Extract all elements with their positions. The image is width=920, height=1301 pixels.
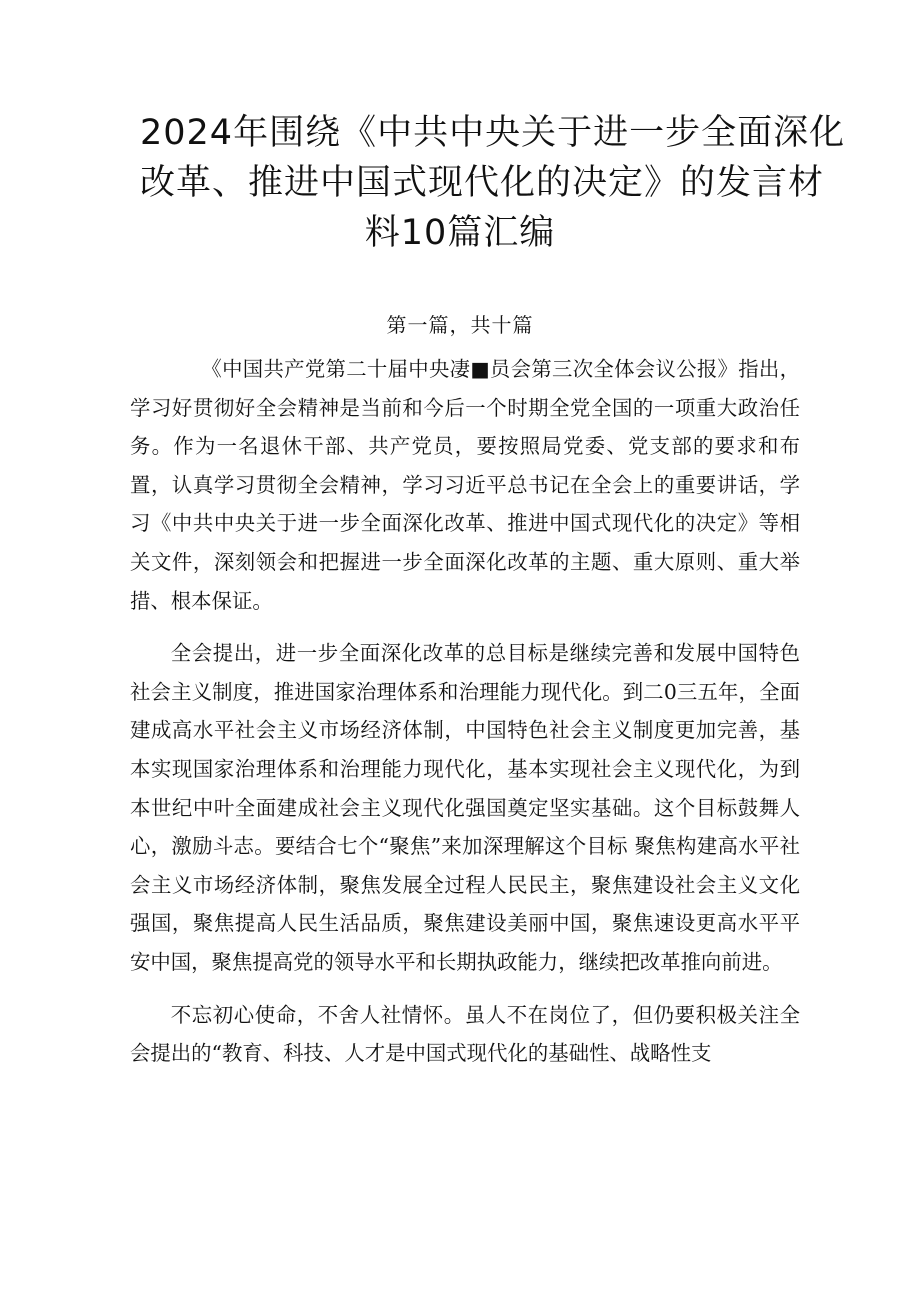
body-paragraph: 不忘初心使命，不舍人社情怀。虽人不在岗位了，但仍要积极关注全会提出的“教育、科技、人才是中国式现代化的基础性、战略性支 — [130, 1002, 800, 1066]
section-heading: 第一篇，共十篇 — [386, 313, 534, 337]
title-line: 2024年围绕《中共中央关于进一步全面深化 — [140, 113, 846, 153]
title-line: 改革、推进中国式现代化的决定》的发言材 — [140, 163, 825, 203]
document-title — [140, 108, 846, 258]
document-body — [130, 350, 800, 1073]
body-paragraph: 全会提出，进一步全面深化改革的总目标是继续完善和发展中国特色社会主义制度，推进国家治理体系和治理能力现代化。到二0三五年，全面建成高水平社会主义市场经济体制，中国特色社会主义制度更加完善，基本实现国家治理体系和治理能力现代化，基本实现社会主义现代化，为到本世纪中叶全面建成社会主义现代化强国奠定坚实基础。这个目标鼓舞人心，激励斗志。要结合七个“聚焦”来加深理解这个目标 聚焦构建高水平社会主义市场经济体制，聚焦发展全过程人民民主，聚焦建设社会主义文化强国，聚焦提高人民生活品质，聚焦建设美丽中国，聚焦速设更高水平平安中国，聚焦提高党的领导水平和长期执政能力，继续把改革推向前进。 — [130, 641, 800, 974]
body-paragraph: 《中国共产党第二十届中央凄■员会第三次全体会议公报》指出，学习好贯彻好全会精神是当前和今后一个时期全党全国的一项重大政治任务。作为一名退休干部、共产党员，要按照局党委、党支部的要求和布置，认真学习贯彻全会精神，学习习近平总书记在全会上的重要讲话，学习《中共中央关于进一步全面深化改革、推进中国式现代化的决定》等相关文件，深刻领会和把握进一步全面深化改革的主题、重大原则、重大举措、根本保证。 — [130, 357, 800, 613]
title-line: 料10篇汇编 — [364, 213, 556, 253]
